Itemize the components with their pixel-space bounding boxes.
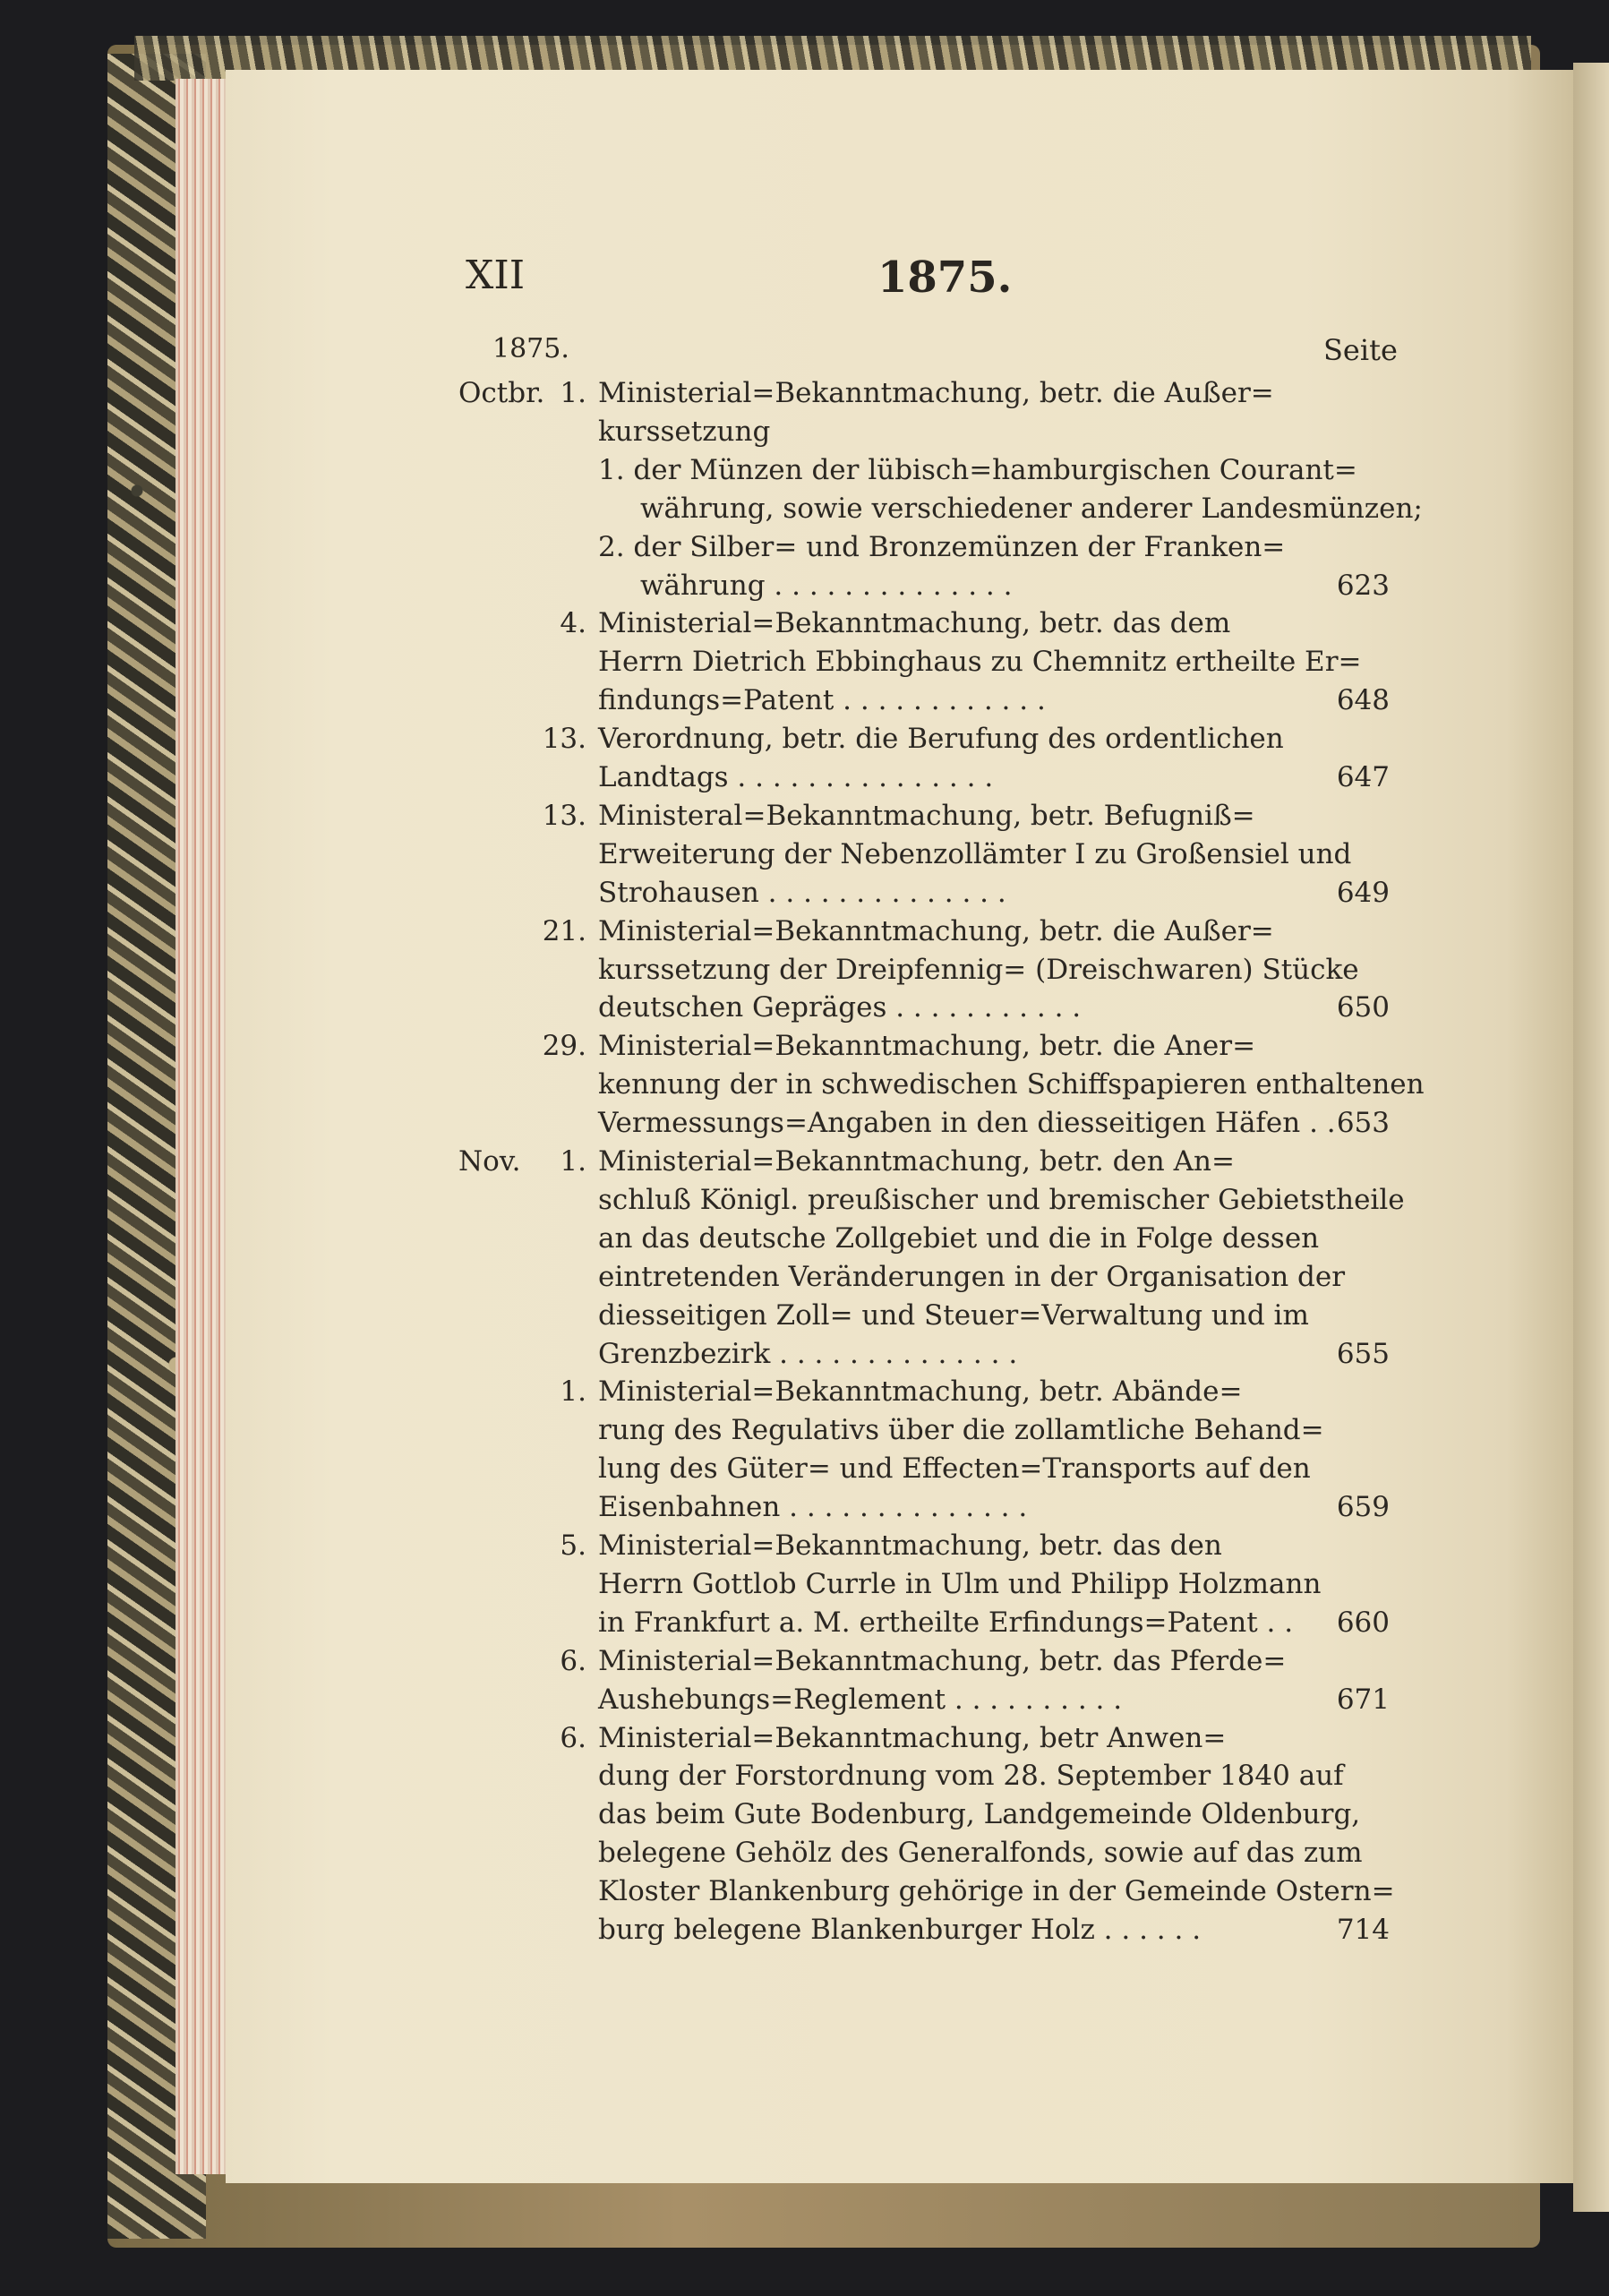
list-item — [0, 567, 1609, 604]
list-item — [0, 1143, 1609, 1180]
entry-text: kurssetzung — [598, 415, 771, 448]
list-item — [0, 1027, 1609, 1065]
list-item — [0, 1335, 1609, 1373]
entry-text: lung des Güter= und Effecten=Transports auf den — [598, 1452, 1311, 1486]
entry-text: Erweiterung der Nebenzollämter I zu Großensiel und — [598, 837, 1352, 870]
list-item — [0, 1066, 1609, 1103]
entry-text: Ministeral=Bekanntmachung, betr. Befugniß= — [598, 799, 1255, 832]
list-item — [0, 1681, 1609, 1718]
list-item — [0, 874, 1609, 912]
list-item — [0, 720, 1609, 758]
list-item — [0, 797, 1609, 835]
list-item — [0, 1604, 1609, 1641]
entry-text: rung des Regulativs über die zollamtliche Behand= — [598, 1414, 1324, 1447]
entry-text: das beim Gute Bodenburg, Landgemeinde Oldenburg, — [598, 1798, 1361, 1831]
entry-text: belegene Gehölz des Generalfonds, sowie auf das zum — [598, 1837, 1363, 1870]
entry-text: Vermessungs=Angaben in den diesseitigen Häfen . . — [598, 1107, 1336, 1140]
list-item — [0, 451, 1609, 489]
entry-text: Ministerial=Bekanntmachung, betr. den An= — [598, 1145, 1235, 1178]
list-item — [0, 758, 1609, 796]
entry-page-number: 623 — [1336, 569, 1390, 602]
list-item — [0, 1411, 1609, 1449]
entry-day: 1. — [560, 1145, 586, 1178]
entry-text: Herrn Dietrich Ebbinghaus zu Chemnitz ertheilte Er= — [598, 646, 1362, 679]
entry-text: Ministerial=Bekanntmachung, betr. Abände= — [598, 1375, 1243, 1409]
list-item — [0, 413, 1609, 450]
entry-text: kennung der in schwedischen Schiffspapieren enthaltenen — [598, 1068, 1425, 1101]
list-item — [0, 1258, 1609, 1296]
list-item — [0, 1373, 1609, 1410]
entry-text: Ministerial=Bekanntmachung, betr. die Außer= — [598, 377, 1274, 409]
entry-day: 29. — [542, 1030, 586, 1063]
entry-text: Kloster Blankenburg gehörige in der Gemeinde Ostern= — [598, 1875, 1395, 1908]
list-item — [0, 604, 1609, 642]
entry-text: deutschen Gepräges . . . . . . . . . . . — [598, 991, 1082, 1024]
entry-page-number: 660 — [1336, 1606, 1390, 1639]
list-item — [0, 912, 1609, 950]
entry-day: 1. — [560, 377, 586, 409]
list-item — [0, 1719, 1609, 1757]
page-number: XII — [466, 253, 526, 298]
entry-text: Ministerial=Bekanntmachung, betr. das den — [598, 1529, 1222, 1562]
entry-text: Landtags . . . . . . . . . . . . . . . — [598, 761, 994, 793]
entry-page-number: 659 — [1336, 1491, 1390, 1524]
entry-text: an das deutsche Zollgebiet und die in Folge dessen — [598, 1221, 1320, 1255]
entry-page-number: 648 — [1336, 684, 1390, 717]
entry-day: 6. — [560, 1644, 586, 1677]
list-item — [0, 1181, 1609, 1219]
list-item — [0, 1795, 1609, 1833]
list-item — [0, 1450, 1609, 1487]
entry-day: 5. — [560, 1529, 586, 1562]
entry-page-number: 649 — [1336, 876, 1390, 909]
list-item — [0, 989, 1609, 1026]
entry-text: eintretenden Veränderungen in der Organisation der — [598, 1260, 1346, 1293]
list-item — [0, 1757, 1609, 1795]
entry-month: Octbr. — [458, 377, 545, 409]
list-item — [0, 643, 1609, 681]
list-item — [0, 374, 1609, 412]
entry-day: 13. — [542, 799, 586, 832]
entry-text: Ministerial=Bekanntmachung, betr Anwen= — [598, 1721, 1227, 1754]
list-item — [0, 681, 1609, 719]
entry-page-number: 655 — [1336, 1337, 1390, 1370]
entry-text: Aushebungs=Reglement . . . . . . . . . . — [598, 1683, 1123, 1716]
entry-text: Strohausen . . . . . . . . . . . . . . — [598, 876, 1006, 909]
list-item — [0, 1220, 1609, 1257]
entry-text: Ministerial=Bekanntmachung, betr. das dem — [598, 607, 1231, 640]
entry-page-number: 647 — [1336, 761, 1390, 793]
list-item — [0, 1527, 1609, 1564]
list-item — [0, 490, 1609, 527]
entry-day: 21. — [542, 914, 586, 947]
entry-text: kurssetzung der Dreipfennig= (Dreischwaren) Stücke — [598, 953, 1359, 986]
entry-text: Herrn Gottlob Currle in Ulm und Philipp Holzmann — [598, 1567, 1322, 1600]
entry-text: währung, sowie verschiedener anderer Landesmünzen; — [640, 492, 1423, 525]
entry-text: Ministerial=Bekanntmachung, betr. die Außer= — [598, 914, 1274, 947]
list-item — [0, 528, 1609, 566]
entry-day: 6. — [560, 1721, 586, 1754]
entry-page-number: 653 — [1336, 1107, 1390, 1140]
entry-text: 1. der Münzen der lübisch=hamburgischen Courant= — [598, 453, 1357, 486]
entry-page-number: 650 — [1336, 991, 1390, 1024]
entry-text: Ministerial=Bekanntmachung, betr. das Pferde= — [598, 1644, 1287, 1677]
entry-page-number: 671 — [1336, 1683, 1390, 1716]
entry-text: Verordnung, betr. die Berufung des ordentlichen — [598, 723, 1284, 756]
entry-text: Grenzbezirk . . . . . . . . . . . . . . — [598, 1337, 1018, 1370]
entry-day: 1. — [560, 1375, 586, 1409]
entry-page-number: 714 — [1336, 1914, 1390, 1946]
list-item — [0, 1565, 1609, 1603]
entry-text: währung . . . . . . . . . . . . . . — [640, 569, 1013, 602]
list-item — [0, 1911, 1609, 1949]
entry-text: burg belegene Blankenburger Holz . . . . . . — [598, 1914, 1202, 1946]
entry-day: 13. — [542, 723, 586, 756]
entry-text: findungs=Patent . . . . . . . . . . . . — [598, 684, 1046, 717]
list-item — [0, 1834, 1609, 1872]
page-title: 1875. — [877, 253, 1013, 303]
list-item — [0, 1104, 1609, 1142]
list-item — [0, 951, 1609, 989]
entry-month: Nov. — [458, 1145, 521, 1178]
entry-text: Eisenbahnen . . . . . . . . . . . . . . — [598, 1491, 1028, 1524]
entry-text: diesseitigen Zoll= und Steuer=Verwaltung und im — [598, 1298, 1309, 1332]
list-item — [0, 1872, 1609, 1910]
entry-text: Ministerial=Bekanntmachung, betr. die Aner= — [598, 1030, 1256, 1063]
column-year-heading: 1875. — [492, 333, 569, 364]
column-page-heading: Seite — [1323, 333, 1398, 367]
list-item — [0, 1642, 1609, 1680]
entry-text: 2. der Silber= und Bronzemünzen der Franken= — [598, 530, 1286, 563]
list-item — [0, 1297, 1609, 1334]
list-item — [0, 1488, 1609, 1526]
entry-day: 4. — [560, 607, 586, 640]
entry-text: schluß Königl. preußischer und bremischer Gebietstheile — [598, 1183, 1405, 1216]
entry-text: dung der Forstordnung vom 28. September 1840 auf — [598, 1760, 1344, 1793]
entry-text: in Frankfurt a. M. ertheilte Erfindungs=Patent . . — [598, 1606, 1294, 1639]
list-item — [0, 835, 1609, 873]
